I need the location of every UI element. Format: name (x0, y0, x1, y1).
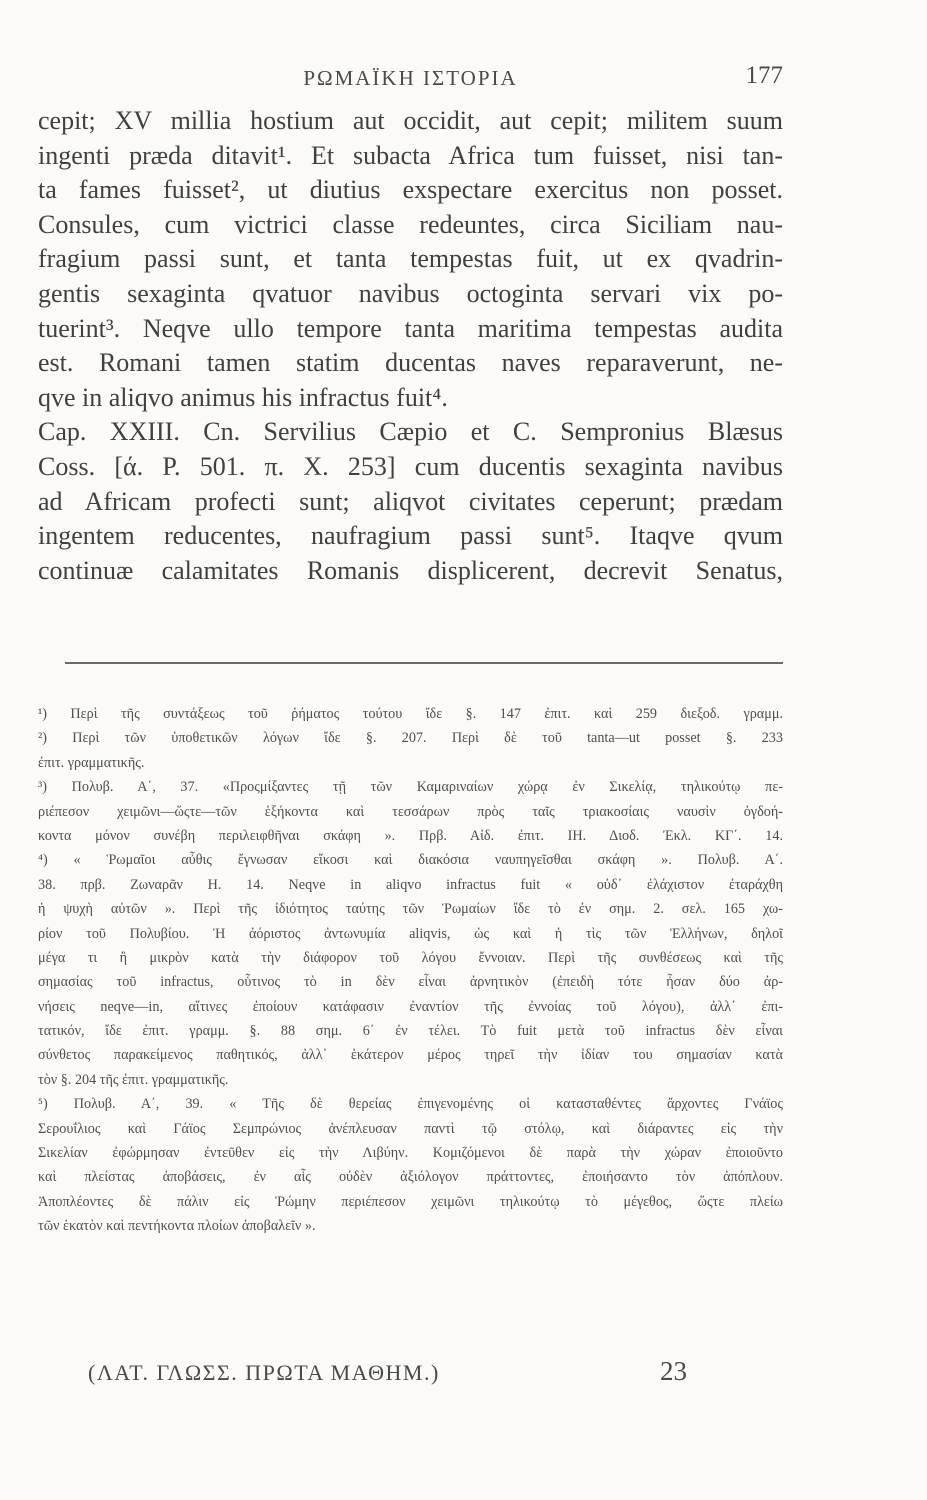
text-line: ingenti præda ditavit¹. Et subacta Africa tum fuisset, nisi tan- (38, 140, 783, 170)
footnote-line: σημασίας τοῦ infractus, οὗτινος τὸ in δὲν εἶναι ἀρνητικὸν (ἐπειδὴ τότε ἦσαν δύο ἀρ- (38, 974, 783, 991)
footnote-line: κοντα μόνον συνέβη περιλειφθῆναι σκάφη ». Πρβ. Αἰδ. ἐπιτ. ΙΗ. Διοδ. Ἐκλ. ΚΓ΄. 14. (38, 827, 783, 844)
chapter-heading-line: Cap. XXIII. Cn. Servilius Cæpio et C. Sempronius Blæsus (38, 417, 783, 447)
footnote-line: τατικόν, ἴδε ἐπιτ. γραμμ. §. 88 σημ. 6΄ ἐν τέλει. Τὸ fuit μετὰ τοῦ infractus δὲν εἶναι (38, 1023, 783, 1040)
text-line: continuæ calamitates Romanis displicerent, decrevit Senatus, (38, 555, 783, 585)
footnote-line: μέγα τι ἢ μικρὸν κατὰ τὴν διάφορον τοῦ λόγου ἔννοιαν. Περὶ τῆς συνθέσεως καὶ τῆς (38, 949, 783, 966)
text-line: ingentem reducentes, naufragium passi sunt⁵. Itaqve qvum (38, 521, 783, 551)
footnote-line: τὸν §. 204 τῆς ἐπιτ. γραμματικῆς. (38, 1071, 229, 1088)
page-header (38, 60, 783, 100)
footnote-line: ⁴) « Ῥωμαῖοι αὖθις ἔγνωσαν εἴκοσι καὶ διακόσια ναυπηγεῖσθαι σκάφη ». Πολυβ. Α΄. (38, 852, 783, 869)
page-footer (38, 1356, 783, 1400)
footnote-line: Ἀποπλέοντες δὲ πάλιν εἰς Ῥώμην περιέπεσον χειμῶνι τηλικούτῳ τὸ μέγεθος, ὥςτε πλείω (38, 1193, 783, 1210)
text-line: ad Africam profecti sunt; aliqvot civitates ceperunt; prædam (38, 486, 783, 516)
footnote-line: σύνθετος παρακείμενος παθητικός, ἀλλ᾽ ἑκάτερον μέρος τηρεῖ τὴν ἰδίαν του σημασίαν κατὰ (38, 1047, 783, 1064)
footnote-line: ¹) Περὶ τῆς συντάξεως τοῦ ῥήματος τούτου ἴδε §. 147 ἐπιτ. καὶ 259 διεξοδ. γραμμ. (38, 706, 783, 722)
footnote-line: νήσεις neqve—in, αἵτινες ἐποίουν κατάφασιν ἐναντίον τῆς ἐννοίας τοῦ λόγου), ἀλλ᾽ ἐπι- (38, 998, 783, 1015)
footnote-line: ⁵) Πολυβ. Α΄, 39. « Τῆς δὲ θερείας ἐπιγενομένης οἱ κατασταθέντες ἄρχοντες Γνάϊος (38, 1096, 783, 1113)
text-line: cepit; XV millia hostium aut occidit, aut cepit; militem suum (38, 106, 783, 135)
footnote-line: ³) Πολυβ. Α΄, 37. «Προςμίξαντες τῇ τῶν Καμαριναίων χώρᾳ ἐν Σικελίᾳ, τηλικούτῳ πε- (38, 779, 783, 796)
running-title: ΡΩΜΑΪΚΗ ΙΣΤΟΡΙΑ (303, 66, 518, 90)
footnotes-block (38, 702, 783, 1239)
text-line: Coss. [ά. Ρ. 501. π. Χ. 253] cum ducentis sexaginta navibus (38, 451, 783, 481)
text-line: ta fames fuisset², ut diutius exspectare exercitus non posset. (38, 175, 783, 205)
main-text-block (38, 104, 783, 588)
text-line: Consules, cum victrici classe redeuntes, circa Siciliam nau- (38, 209, 783, 239)
footnote-line: ἡ ψυχὴ αὐτῶν ». Περὶ τῆς ἰδιότητος ταύτης τῶν Ῥωμαίων ἴδε τὸ ἐν σημ. 2. σελ. 165 χω- (38, 901, 783, 918)
footnote-line: τῶν ἑκατὸν καὶ πεντήκοντα πλοίων ἀποβαλεῖν ». (38, 1218, 316, 1235)
printer-signature: (ΛΑΤ. ΓΛΩΣΣ. ΠΡΩΤΑ ΜΑΘΗΜ.) (88, 1360, 440, 1385)
signature-number: 23 (660, 1356, 687, 1386)
footnote-line: ρίον τοῦ Πολυβίου. Ἡ ἀόριστος ἀντωνυμία aliqvis, ὡς καὶ ἡ τὶς τῶν Ἑλλήνων, δηλοῖ (38, 925, 783, 942)
footnote-line: ἐπιτ. γραμματικῆς. (38, 754, 145, 771)
text-line: est. Romani tamen statim ducentas naves reparaverunt, ne- (38, 348, 783, 378)
footnote-line: ²) Περὶ τῶν ὑποθετικῶν λόγων ἴδε §. 207. Περὶ δὲ τοῦ tanta—ut posset §. 233 (38, 730, 783, 747)
footnote-line: Σικελίαν ἐφώρμησαν ἐντεῦθεν εἰς τὴν Λιβύην. Κομιζόμενοι δὲ παρὰ τὴν χώραν ἐποιοῦντο (38, 1145, 783, 1162)
footnote-divider (65, 662, 783, 664)
footnote-line: 38. πρβ. Ζωναρᾶν Η. 14. Neqve in aliqvo infractus fuit « οὐδ᾽ ἐλάχιστον ἐταράχθη (38, 876, 783, 893)
text-line: qve in aliqvo animus his infractus fuit⁴. (38, 382, 448, 412)
footnote-line: καὶ πλείστας ἀποβάσεις, ἐν αἷς οὐδὲν ἀξιόλογον πράττοντες, ἐποιήσαντο τὸν ἀπόπλουν. (38, 1169, 783, 1186)
text-line: fragium passi sunt, et tanta tempestas fuit, ut ex qvadrin- (38, 244, 783, 274)
footnote-line: ριέπεσον χειμῶνι—ὥςτε—τῶν ἑξήκοντα καὶ τεσσάρων πρὸς ταῖς τριακοσίαις ναυσὶν ὀγδοή- (38, 803, 783, 820)
text-line: tuerint³. Neqve ullo tempore tanta maritima tempestas audita (38, 313, 783, 343)
page-number: 177 (745, 62, 783, 89)
footnote-line: Σερουΐλιος καὶ Γάϊος Σεμπρώνιος ἀνέπλευσαν παντὶ τῷ στόλῳ, καὶ διάραντες εἰς τὴν (38, 1120, 783, 1137)
text-line: gentis sexaginta qvatuor navibus octoginta servari vix po- (38, 278, 783, 308)
